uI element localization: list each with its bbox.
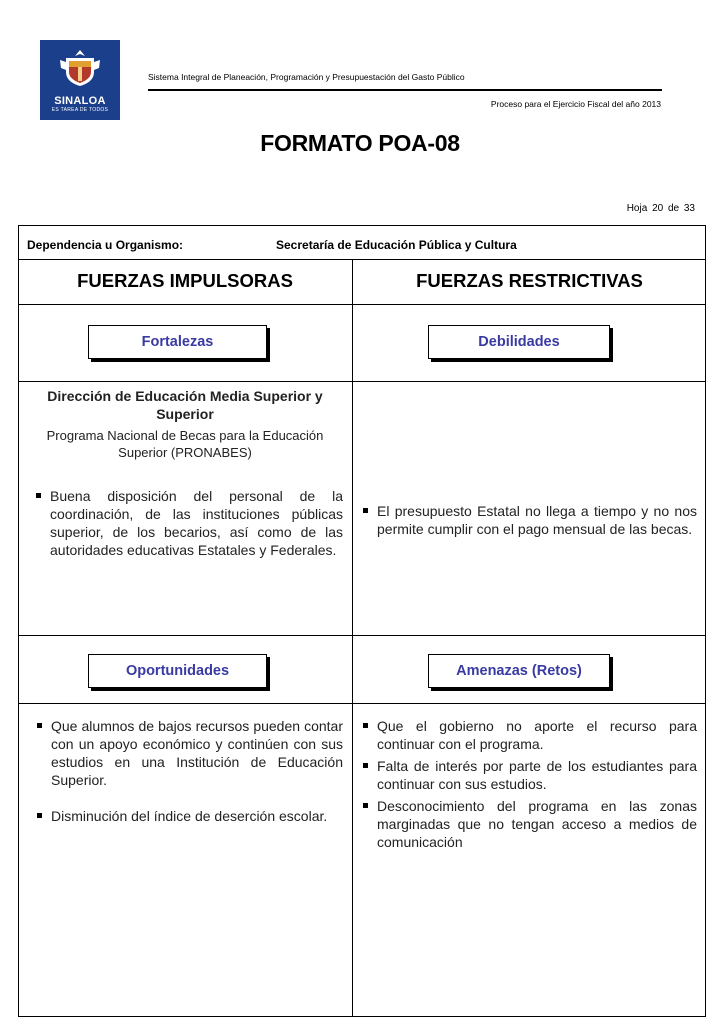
system-title: Sistema Integral de Planeación, Programación y Presupuestación del Gasto Público: [148, 72, 465, 82]
table-divider: [18, 259, 706, 260]
fortalezas-cell: [27, 387, 343, 559]
amenazas-cell: [363, 717, 697, 851]
sinaloa-logo: [40, 40, 120, 120]
table-divider: [18, 304, 706, 305]
debilidades-list: [363, 502, 697, 538]
table-border-left: [18, 225, 19, 1017]
header-divider: [148, 89, 662, 91]
page-current: 20: [652, 203, 664, 214]
list-item: Disminución del índice de deserción escolar.: [37, 807, 343, 825]
oportunidades-cell: [37, 717, 343, 825]
list-item: Que el gobierno no aporte el recurso para continuar con el programa.: [363, 717, 697, 753]
page-indicator: [627, 203, 695, 214]
section-amenazas: Amenazas (Retos): [428, 654, 610, 688]
section-debilidades: Debilidades: [428, 325, 610, 359]
list-item: El presupuesto Estatal no llega a tiempo y no nos permite cumplir con el pago mensual de las becas.: [363, 502, 697, 538]
page-total: 33: [683, 203, 695, 214]
header-fuerzas-restrictivas: FUERZAS RESTRICTIVAS: [416, 270, 643, 291]
logo-tagline: ES TAREA DE TODOS: [51, 107, 109, 113]
dependency-value: Secretaría de Educación Pública y Cultura: [276, 238, 517, 252]
list-item: Que alumnos de bajos recursos pueden contar con un apoyo económico y continúen con sus estudios en una Institución de Educación Superior.: [37, 717, 343, 789]
process-label: Proceso para el Ejercicio Fiscal del año 2013: [490, 99, 661, 109]
table-border-right: [705, 225, 706, 1017]
table-divider: [18, 381, 706, 382]
header-fuerzas-impulsoras: FUERZAS IMPULSORAS: [77, 270, 293, 291]
list-item: Buena disposición del personal de la coordinación, de las instituciones públicas superior, de los becarios, así como de las autoridades educativas Estatales y Federales.: [36, 487, 343, 559]
list-item: Desconocimiento del programa en las zonas marginadas que no tengan acceso a medios de comunicación: [363, 797, 697, 851]
page-label: Hoja: [626, 203, 648, 214]
oportunidades-list: [37, 717, 343, 825]
section-oportunidades: Oportunidades: [88, 654, 267, 688]
table-border-bottom: [18, 1016, 706, 1017]
page-separator: de: [667, 203, 680, 214]
program-name: Programa Nacional de Becas para la Educación Superior (PRONABES): [46, 428, 324, 460]
debilidades-cell: [363, 502, 697, 538]
table-divider: [18, 635, 706, 636]
direction-heading: Dirección de Educación Media Superior y Superior: [47, 388, 323, 422]
list-item: Falta de interés por parte de los estudiantes para continuar con sus estudios.: [363, 757, 697, 793]
sinaloa-coat-of-arms-icon: [58, 48, 102, 88]
amenazas-list: [363, 717, 697, 851]
fortalezas-list: [27, 487, 343, 559]
format-title: FORMATO POA-08: [260, 130, 460, 156]
table-border-top: [18, 225, 706, 226]
dependency-label: Dependencia u Organismo:: [27, 238, 184, 252]
section-fortalezas: Fortalezas: [88, 325, 267, 359]
table-divider: [18, 703, 706, 704]
logo-name: SINALOA: [54, 95, 106, 107]
table-column-divider: [352, 259, 353, 1017]
